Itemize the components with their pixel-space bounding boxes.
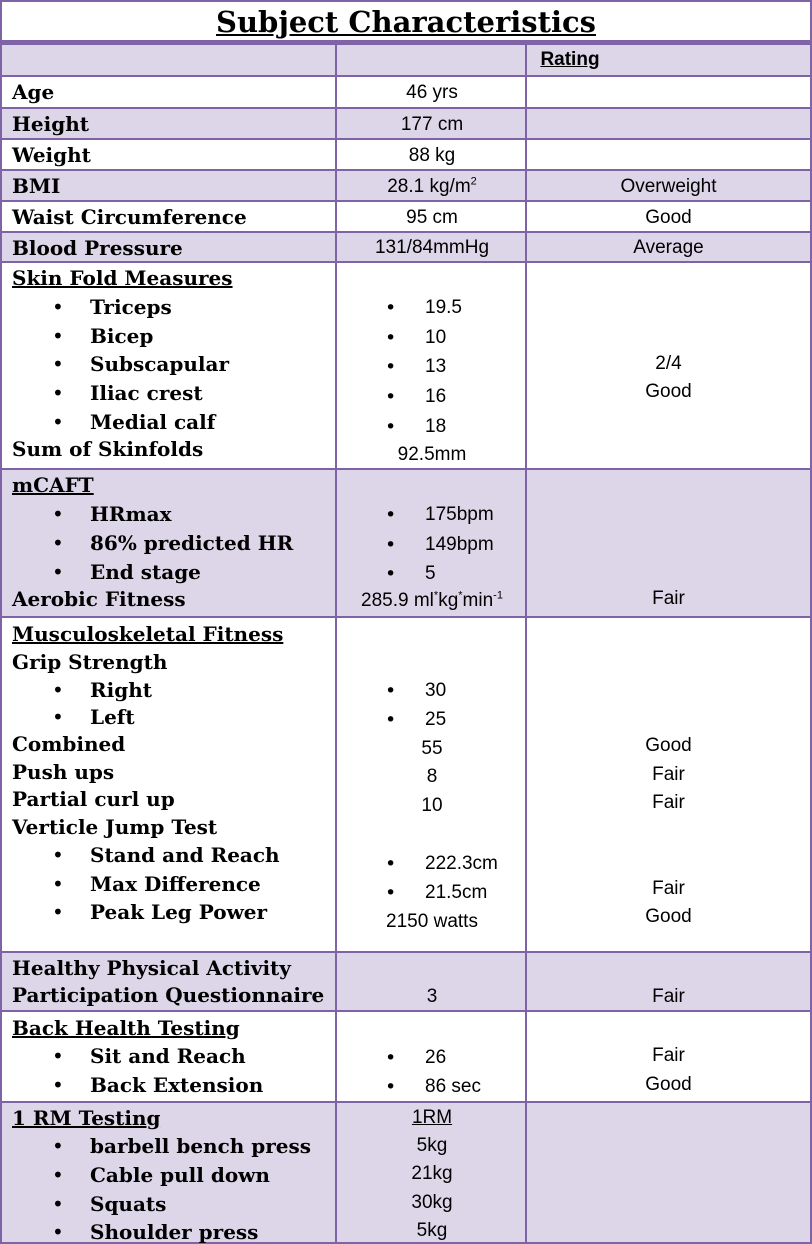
bullet: • [52, 1134, 64, 1158]
pushups-rating: Fair [652, 764, 685, 785]
bullet: • [52, 381, 64, 405]
row-value: 88 kg [408, 145, 456, 166]
list-item-label: Iliac crest [90, 381, 203, 405]
hpa-rating: Fair [652, 986, 685, 1007]
table-row-1rm [2, 1101, 810, 1242]
list-item-value: 18 [425, 416, 447, 437]
bullet: • [385, 297, 397, 319]
aerobic-value: 285.9 $ml^*kg^*\min^{-1}$ [361, 589, 503, 611]
jump-label: Verticle Jump Test [12, 815, 218, 839]
back-rating: Good [645, 1074, 692, 1095]
row-label: Age [12, 80, 55, 104]
bullet: • [385, 504, 397, 526]
aerobic-label: Aerobic Fitness [12, 587, 186, 611]
section-heading: mCAFT [12, 473, 94, 497]
pushups-value: 8 [426, 766, 438, 787]
rm-heading: 1RM [411, 1107, 453, 1128]
table-title: Subject Characteristics [2, 2, 810, 43]
bullet: • [385, 534, 397, 556]
list-item-value: 5kg [416, 1220, 448, 1241]
bullet: • [385, 853, 397, 875]
row-value: 131/84mmHg [374, 237, 490, 258]
list-item-value: 21.5cm [425, 882, 488, 903]
hpa-value: 3 [426, 986, 438, 1007]
list-item-value: 2150 watts [386, 911, 478, 932]
section-heading: Back Health Testing [12, 1016, 240, 1040]
bullet: • [52, 295, 64, 319]
table-row-musculoskeletal [2, 616, 810, 951]
bullet: • [385, 416, 397, 438]
bullet: • [52, 502, 64, 526]
list-item-label: barbell bench press [90, 1134, 312, 1158]
list-item-label: Left [90, 705, 135, 729]
list-item-label: Shoulder press [90, 1220, 259, 1244]
table-row-blood-pressure [2, 231, 810, 261]
list-item-label: Bicep [90, 324, 154, 348]
table-row-weight [2, 138, 810, 169]
row-label: Weight [12, 143, 91, 167]
list-item-value: 30kg [411, 1192, 453, 1213]
row-value: 95 cm [406, 207, 458, 228]
list-item-value: 5 [425, 563, 436, 584]
bullet: • [52, 843, 64, 867]
list-item-label: Squats [90, 1192, 167, 1216]
header-row [2, 43, 810, 75]
bullet: • [385, 709, 397, 731]
list-item-value: 30 [425, 680, 447, 701]
list-item-label: Max Difference [90, 872, 261, 896]
sum-value: 92.5mm [397, 444, 467, 465]
bullet: • [385, 680, 397, 702]
table-row-hpa [2, 951, 810, 1010]
row-label: Blood Pressure [12, 236, 183, 260]
curl-rating: Fair [652, 792, 685, 813]
row-rating: Overweight [620, 176, 717, 197]
list-item-label: Right [90, 678, 152, 702]
bullet: • [52, 352, 64, 376]
bullet: • [385, 1076, 397, 1098]
row-label: Height [12, 112, 89, 136]
table-row-bmi [2, 169, 810, 200]
list-item-label: 86% predicted HR [90, 531, 294, 555]
list-item-value: 25 [425, 709, 447, 730]
bullet: • [52, 678, 64, 702]
list-item-label: Triceps [90, 295, 172, 319]
table-row-waist [2, 200, 810, 231]
bullet: • [52, 1192, 64, 1216]
row-label: BMI [12, 174, 61, 198]
bullet: • [385, 327, 397, 349]
grip-label: Grip Strength [12, 650, 168, 674]
bullet: • [52, 705, 64, 729]
section-heading: 1 RM Testing [12, 1106, 161, 1130]
bullet: • [385, 882, 397, 904]
combined-label: Combined [12, 732, 126, 756]
bullet: • [52, 872, 64, 896]
table-row-back-health [2, 1010, 810, 1101]
list-item-label: Back Extension [90, 1073, 264, 1097]
list-item-label: Medial calf [90, 410, 216, 434]
list-item-value: 86 sec [425, 1076, 481, 1097]
rating-header: Rating [540, 49, 600, 70]
list-item-label: Sit and Reach [90, 1044, 246, 1068]
row-rating: Good [645, 207, 692, 228]
combined-value: 55 [421, 738, 443, 759]
jump-rating: Good [645, 906, 692, 927]
back-rating: Fair [652, 1045, 685, 1066]
list-item-value: 26 [425, 1047, 447, 1068]
hpa-label-line2: Participation Questionnaire [12, 983, 325, 1007]
bullet: • [385, 1047, 397, 1069]
list-item-value: 19.5 [425, 297, 462, 318]
section-heading: Skin Fold Measures [12, 266, 233, 290]
aerobic-rating: Fair [652, 588, 685, 609]
list-item-value: 175bpm [425, 504, 494, 525]
bullet: • [385, 356, 397, 378]
bullet: • [52, 324, 64, 348]
section-heading: Musculoskeletal Fitness [12, 622, 284, 646]
bullet: • [385, 386, 397, 408]
list-item-value: 21kg [411, 1163, 453, 1184]
list-item-value: 222.3cm [425, 853, 498, 874]
rating-line: Good [645, 381, 692, 402]
list-item-label: Stand and Reach [90, 843, 280, 867]
hpa-label-line1: Healthy Physical Activity [12, 956, 291, 980]
list-item-value: 16 [425, 386, 447, 407]
list-item-value: 5kg [416, 1135, 448, 1156]
rating-line: 2/4 [655, 353, 682, 374]
row-value: 46 yrs [406, 82, 458, 103]
curl-label: Partial curl up [12, 787, 175, 811]
list-item-value: 149bpm [425, 534, 494, 555]
bullet: • [385, 563, 397, 585]
list-item-label: Peak Leg Power [90, 900, 268, 924]
table-row-height [2, 107, 810, 138]
combined-rating: Good [645, 735, 692, 756]
bullet: • [52, 1163, 64, 1187]
row-value: 28.1 $kg/m^2$ [387, 175, 477, 197]
sum-label: Sum of Skinfolds [12, 437, 204, 461]
list-item-value: 13 [425, 356, 447, 377]
jump-rating: Fair [652, 878, 685, 899]
table-row-mcaft [2, 468, 810, 616]
row-rating: Average [633, 237, 704, 258]
list-item-value: 10 [425, 327, 447, 348]
bullet: • [52, 1220, 64, 1244]
table-row-age [2, 75, 810, 107]
list-item-label: HRmax [90, 502, 172, 526]
bullet: • [52, 900, 64, 924]
bullet: • [52, 531, 64, 555]
bullet: • [52, 1073, 64, 1097]
list-item-label: Subscapular [90, 352, 229, 376]
pushups-label: Push ups [12, 760, 115, 784]
bullet: • [52, 560, 64, 584]
list-item-label: End stage [90, 560, 201, 584]
bullet: • [52, 1044, 64, 1068]
list-item-label: Cable pull down [90, 1163, 270, 1187]
row-label: Waist Circumference [12, 205, 247, 229]
curl-value: 10 [421, 795, 443, 816]
bullet: • [52, 410, 64, 434]
table-row-skinfold [2, 261, 810, 468]
row-value: 177 cm [400, 114, 464, 135]
